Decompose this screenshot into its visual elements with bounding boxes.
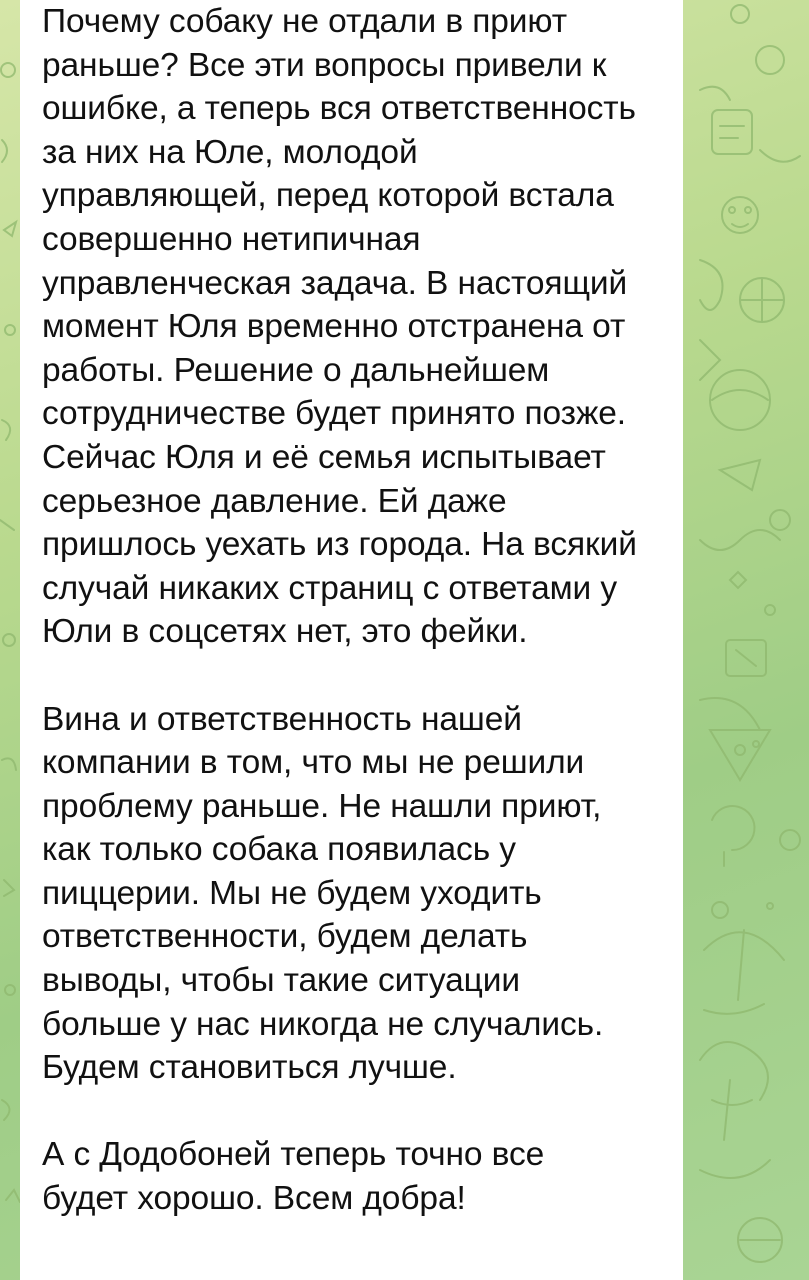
paragraph-gap: [42, 1090, 672, 1134]
message-line: компании в том, что мы не решили: [42, 744, 585, 782]
message-line: управленческая задача. В настоящий: [42, 264, 628, 302]
message-paragraph: [42, 1133, 672, 1220]
message-paragraph: [42, 698, 672, 1090]
message-line: момент Юля временно отстранена от: [42, 308, 626, 346]
message-line: случай никаких страниц с ответами у: [42, 569, 618, 607]
message-line: выводы, чтобы такие ситуации: [42, 962, 520, 1000]
message-line: проблему раньше. Не нашли приют,: [42, 787, 602, 825]
message-line: за них на Юле, молодой: [42, 133, 418, 171]
message-text: [42, 0, 672, 1221]
paragraph-gap: [42, 654, 672, 698]
message-line: А с Додобоней теперь точно все: [42, 1136, 545, 1174]
message-line: Сейчас Юля и её семья испытывает: [42, 438, 606, 476]
message-line: пришлось уехать из города. На всякий: [42, 526, 637, 564]
message-line: Почему собаку не отдали в приют: [42, 3, 567, 40]
message-line: работы. Решение о дальнейшем: [42, 351, 550, 389]
message-line: будет хорошо. Всем добра!: [42, 1180, 466, 1218]
message-line: серьезное давление. Ей даже: [42, 482, 507, 520]
message-line: больше у нас никогда не случались.: [42, 1005, 604, 1043]
message-line: ошибке, а теперь вся ответственность: [42, 90, 636, 128]
message-line: раньше? Все эти вопросы привели к: [42, 46, 607, 84]
message-line: совершенно нетипичная: [42, 220, 421, 258]
message-line: ответственности, будем делать: [42, 918, 528, 956]
message-line: управляющей, перед которой встала: [42, 177, 614, 215]
message-line: Вина и ответственность нашей: [42, 700, 522, 738]
message-paragraph: [42, 0, 672, 654]
message-line: как только собака появилась у: [42, 831, 516, 869]
message-line: Будем становиться лучше.: [42, 1049, 457, 1087]
message-line: сотрудничестве будет принято позже.: [42, 395, 626, 433]
message-line: пиццерии. Мы не будем уходить: [42, 874, 542, 912]
message-line: Юли в соцсетях нет, это фейки.: [42, 613, 528, 651]
